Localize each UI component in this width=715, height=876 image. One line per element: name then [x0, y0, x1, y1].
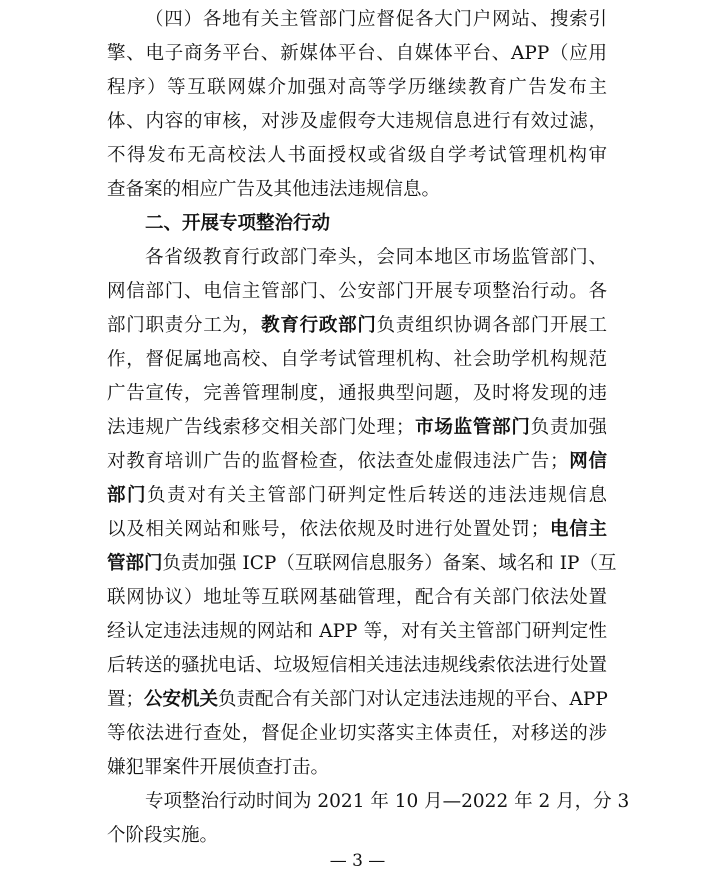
agency-name: 部门: [107, 485, 148, 506]
paragraph-line: 网信部门、电信主管部门、公安部门开展专项整治行动。各: [107, 281, 607, 302]
page-number: — 3 —: [329, 851, 386, 871]
line-text: 负责加强 ICP（互联网信息服务）备案、域名和 IP（互: [162, 553, 617, 574]
paragraph-line: 体、内容的审核，对涉及虚假夸大违规信息进行有效过滤，: [107, 111, 607, 132]
line-text: 置；: [107, 689, 145, 710]
paragraph-line: [107, 513, 607, 547]
line-text: 负责对有关主管部门研判定性后转送的违法违规信息: [147, 485, 607, 506]
paragraph-line: 广告宣传，完善管理制度，通报典型问题，及时将发现的违: [107, 383, 607, 404]
paragraph-line: 后转送的骚扰电话、垃圾短信相关违法违规线索依法进行处置: [107, 655, 607, 676]
agency-name: 网信: [568, 451, 607, 472]
paragraph-line: 嫌犯罪案件开展侦查打击。: [107, 757, 330, 778]
agency-name: 公安机关: [144, 689, 219, 710]
paragraph-line: 各省级教育行政部门牵头，会同本地区市场监管部门、: [145, 247, 607, 268]
paragraph-line: [107, 547, 617, 581]
line-text: 对教育培训广告的监督检查，依法查处虚假违法广告；: [107, 451, 569, 472]
paragraph-line: 查备案的相应广告及其他违法违规信息。: [107, 179, 441, 200]
agency-name: 市场监管部门: [414, 417, 531, 438]
line-text: 负责加强: [530, 417, 607, 438]
agency-name: 管部门: [107, 553, 163, 574]
line-text: 负责组织协调各部门开展工: [376, 315, 607, 336]
line-text: 以及相关网站和账号，依法依规及时进行处置处罚；: [107, 519, 550, 540]
paragraph-line: 作，督促属地高校、自学考试管理机构、社会助学机构规范: [107, 349, 607, 370]
line-text: 法违规广告线索移交相关部门处理；: [107, 417, 415, 438]
paragraph-line: [107, 683, 607, 717]
paragraph-line: 个阶段实施。: [107, 825, 219, 846]
section-heading: 二、开展专项整治行动: [145, 213, 331, 234]
paragraph-line: 经认定违法违规的网站和 APP 等，对有关主管部门研判定性: [107, 621, 607, 642]
paragraph-line: 程序）等互联网媒介加强对高等学历继续教育广告发布主: [107, 77, 607, 98]
paragraph-line: 不得发布无高校法人书面授权或省级自学考试管理机构审: [107, 145, 607, 166]
agency-name: 教育行政部门: [261, 315, 377, 336]
line-text: 部门职责分工为，: [107, 315, 262, 336]
paragraph-line: （四）各地有关主管部门应督促各大门户网站、搜索引: [145, 9, 607, 30]
paragraph-line: 等依法进行查处，督促企业切实落实主体责任，对移送的涉: [107, 723, 607, 744]
paragraph-line: 联网协议）地址等互联网基础管理，配合有关部门依法处置: [107, 587, 607, 608]
line-text: 负责配合有关部门对认定违法违规的平台、APP: [218, 689, 608, 710]
agency-name: 电信主: [549, 519, 607, 540]
paragraph-line: 擎、电子商务平台、新媒体平台、自媒体平台、APP（应用: [107, 43, 607, 64]
paragraph-line: [107, 309, 607, 343]
paragraph-line: 专项整治行动时间为 2021 年 10 月—2022 年 2 月，分 3: [145, 791, 630, 812]
paragraph-line: [107, 479, 607, 513]
paragraph-line: [107, 445, 607, 479]
paragraph-line: [107, 411, 607, 445]
